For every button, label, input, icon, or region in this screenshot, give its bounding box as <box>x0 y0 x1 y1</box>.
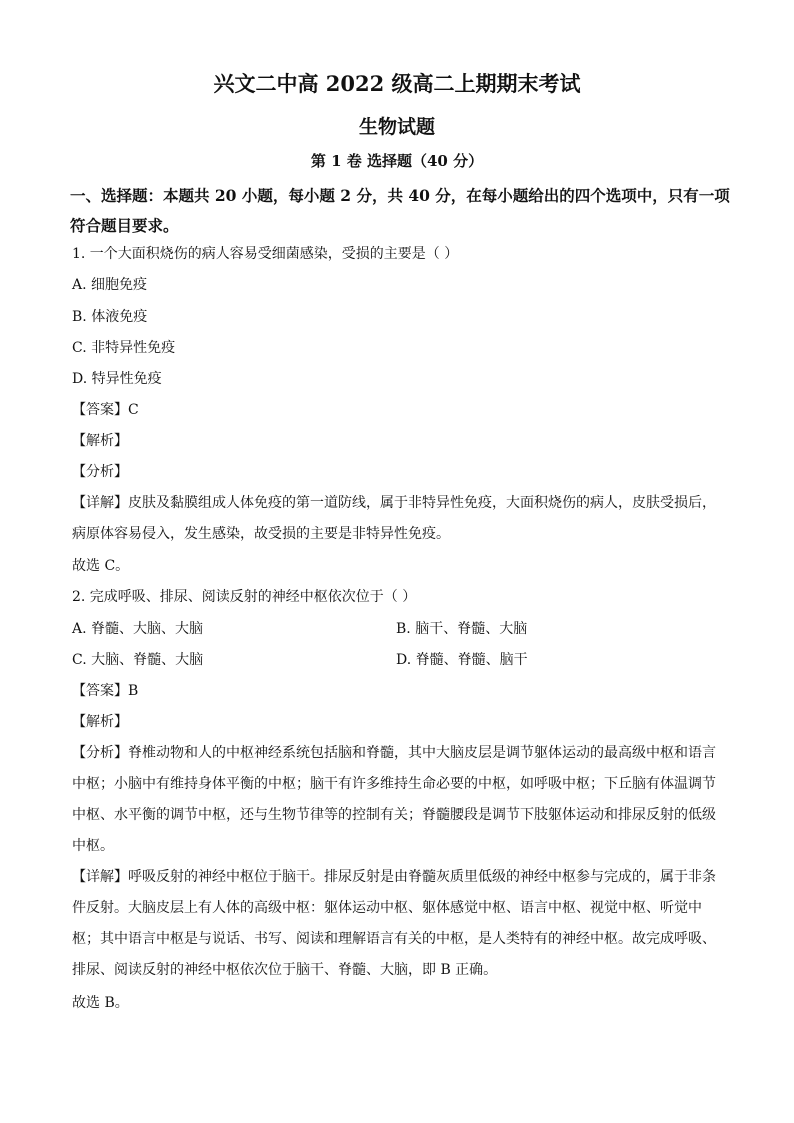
q2-option-c: C. 大脑、脊髓、大脑 <box>72 652 204 668</box>
q2-option-a: A. 脊髓、大脑、大脑 <box>72 621 204 637</box>
q1-option-c: C. 非特异性免疫 <box>72 340 176 356</box>
q1-detail: 【详解】皮肤及黏膜组成人体免疫的第一道防线，属于非特异性免疫，大面积烧伤的病人，皮肤受损后，病原体容易侵入，发生感染，故受损的主要是非特异性免疫。 <box>72 495 716 542</box>
section-instruction: 一、选择题：本题共 20 小题，每小题 2 分，共 40 分，在每小题给出的四个选项中，只有一项符合题目要求。 <box>70 186 730 235</box>
q2-detail: 【详解】呼吸反射的神经中枢位于脑干。排尿反射是由脊髓灰质里低级的神经中枢参与完成的，属于非条件反射。大脑皮层上有人体的高级中枢：躯体运动中枢、躯体感觉中枢、语言中枢、视觉中枢、听觉中枢；其中语言中枢是与说话、书写、阅读和理解语言有关的中枢，是人类特有的神经中枢。故完成呼吸、排尿、阅读反射的神经中枢依次位于脑干、脊髓、大脑，即 B 正确。 <box>72 869 716 978</box>
q2-fenxi: 【分析】脊椎动物和人的中枢神经系统包括脑和脊髓，其中大脑皮层是调节躯体运动的最高级中枢和语言中枢；小脑中有维持身体平衡的中枢；脑干有许多维持生命必要的中枢，如呼吸中枢；下丘脑有体温调节中枢、水平衡的调节中枢，还与生物节律等的控制有关；脊髓腰段是调节下肢躯体运动和排尿反射的低级中枢。 <box>72 745 716 854</box>
q1-stem: 1. 一个大面积烧伤的病人容易受细菌感染，受损的主要是（ ） <box>72 246 459 262</box>
q2-answer: 【答案】B <box>72 683 139 699</box>
q2-option-b: B. 脑干、脊髓、大脑 <box>396 621 528 637</box>
q1-fenxi-label: 【分析】 <box>72 464 128 480</box>
q1-option-d: D. 特异性免疫 <box>72 371 162 387</box>
q2-analysis-label: 【解析】 <box>72 714 128 730</box>
volume-title: 第 1 卷 选择题（40 分） <box>310 152 484 170</box>
school-exam-title: 兴文二中高 2022 级高二上期期末考试 <box>213 71 581 96</box>
q2-option-d: D. 脊髓、脊髓、脑干 <box>396 652 528 668</box>
q1-option-b: B. 体液免疫 <box>72 309 148 325</box>
q1-analysis-label: 【解析】 <box>72 433 128 449</box>
q1-conclusion: 故选 C。 <box>72 558 130 574</box>
q2-stem: 2. 完成呼吸、排尿、阅读反射的神经中枢依次位于（ ） <box>72 589 417 605</box>
q1-answer: 【答案】C <box>72 402 139 418</box>
q2-conclusion: 故选 B。 <box>72 995 129 1011</box>
subject-title: 生物试题 <box>358 116 435 138</box>
q1-option-a: A. 细胞免疫 <box>72 277 148 293</box>
